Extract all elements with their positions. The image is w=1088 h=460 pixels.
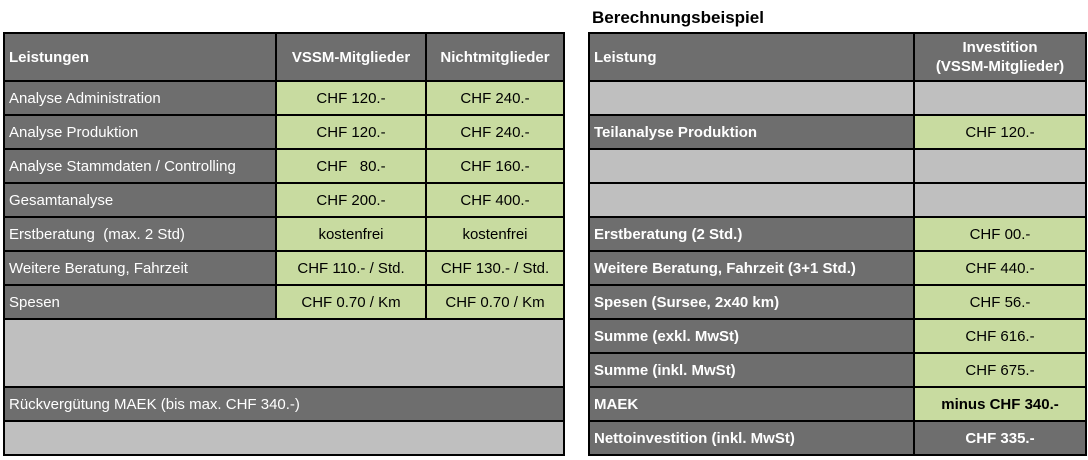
calc-label: Teilanalyse Produktion <box>589 115 914 149</box>
table-row <box>4 285 564 319</box>
table-row <box>589 285 1086 319</box>
service-label: Spesen <box>4 285 276 319</box>
non-member-price: kostenfrei <box>426 217 564 251</box>
table-row <box>589 81 1086 115</box>
calc-value: CHF 56.- <box>914 285 1086 319</box>
member-price: CHF 120.- <box>276 81 426 115</box>
calc-label <box>589 81 914 115</box>
table-row <box>4 183 564 217</box>
table-row <box>589 217 1086 251</box>
calc-label: Weitere Beratung, Fahrzeit (3+1 Std.) <box>589 251 914 285</box>
table-header-row <box>589 33 1086 81</box>
calc-label: MAEK <box>589 387 914 421</box>
header-investition-line2: (VSSM-Mitglieder) <box>935 58 1065 75</box>
member-price: CHF 80.- <box>276 149 426 183</box>
refund-row <box>4 387 564 421</box>
calc-value <box>914 81 1086 115</box>
calc-label: Nettoinvestition (inkl. MwSt) <box>589 421 914 455</box>
header-vssm-members: VSSM-Mitglieder <box>276 33 426 81</box>
calc-value: CHF 616.- <box>914 319 1086 353</box>
table-row <box>4 217 564 251</box>
empty-row <box>4 421 564 455</box>
calc-label: Summe (inkl. MwSt) <box>589 353 914 387</box>
table-row <box>4 81 564 115</box>
empty-row <box>4 319 564 387</box>
services-price-table <box>3 32 565 456</box>
table-row <box>589 115 1086 149</box>
non-member-price: CHF 240.- <box>426 81 564 115</box>
calc-value <box>914 183 1086 217</box>
calc-label: Erstberatung (2 Std.) <box>589 217 914 251</box>
table-row <box>4 115 564 149</box>
table-row <box>589 319 1086 353</box>
calc-value: CHF 00.- <box>914 217 1086 251</box>
header-investition <box>914 33 1086 81</box>
service-label: Analyse Stammdaten / Controlling <box>4 149 276 183</box>
calc-value: CHF 335.- <box>914 421 1086 455</box>
non-member-price: CHF 0.70 / Km <box>426 285 564 319</box>
header-leistungen: Leistungen <box>4 33 276 81</box>
service-label: Analyse Produktion <box>4 115 276 149</box>
refund-label: Rückvergütung MAEK (bis max. CHF 340.-) <box>4 387 564 421</box>
member-price: CHF 110.- / Std. <box>276 251 426 285</box>
member-price: CHF 0.70 / Km <box>276 285 426 319</box>
header-leistung: Leistung <box>589 33 914 81</box>
member-price: CHF 200.- <box>276 183 426 217</box>
member-price: kostenfrei <box>276 217 426 251</box>
calc-value: CHF 120.- <box>914 115 1086 149</box>
table-row <box>4 149 564 183</box>
non-member-price: CHF 400.- <box>426 183 564 217</box>
calc-label: Summe (exkl. MwSt) <box>589 319 914 353</box>
table-header-row <box>4 33 564 81</box>
member-price: CHF 120.- <box>276 115 426 149</box>
non-member-price: CHF 160.- <box>426 149 564 183</box>
table-row <box>4 251 564 285</box>
non-member-price: CHF 240.- <box>426 115 564 149</box>
calc-label <box>589 183 914 217</box>
calc-value: minus CHF 340.- <box>914 387 1086 421</box>
table-row <box>589 183 1086 217</box>
empty-cell <box>4 319 564 387</box>
table-row <box>589 387 1086 421</box>
empty-cell <box>4 421 564 455</box>
service-label: Weitere Beratung, Fahrzeit <box>4 251 276 285</box>
table-row <box>589 353 1086 387</box>
table-row <box>589 251 1086 285</box>
service-label: Erstberatung (max. 2 Std) <box>4 217 276 251</box>
non-member-price: CHF 130.- / Std. <box>426 251 564 285</box>
header-non-members: Nichtmitglieder <box>426 33 564 81</box>
service-label: Gesamtanalyse <box>4 183 276 217</box>
table-row <box>589 149 1086 183</box>
calc-value: CHF 675.- <box>914 353 1086 387</box>
calc-value: CHF 440.- <box>914 251 1086 285</box>
calc-label <box>589 149 914 183</box>
table-row <box>589 421 1086 455</box>
service-label: Analyse Administration <box>4 81 276 115</box>
header-investition-line1: Investition <box>962 39 1038 56</box>
calculation-example-title: Berechnungsbeispiel <box>592 8 764 27</box>
calc-value <box>914 149 1086 183</box>
calculation-example-table <box>588 32 1087 456</box>
calc-label: Spesen (Sursee, 2x40 km) <box>589 285 914 319</box>
